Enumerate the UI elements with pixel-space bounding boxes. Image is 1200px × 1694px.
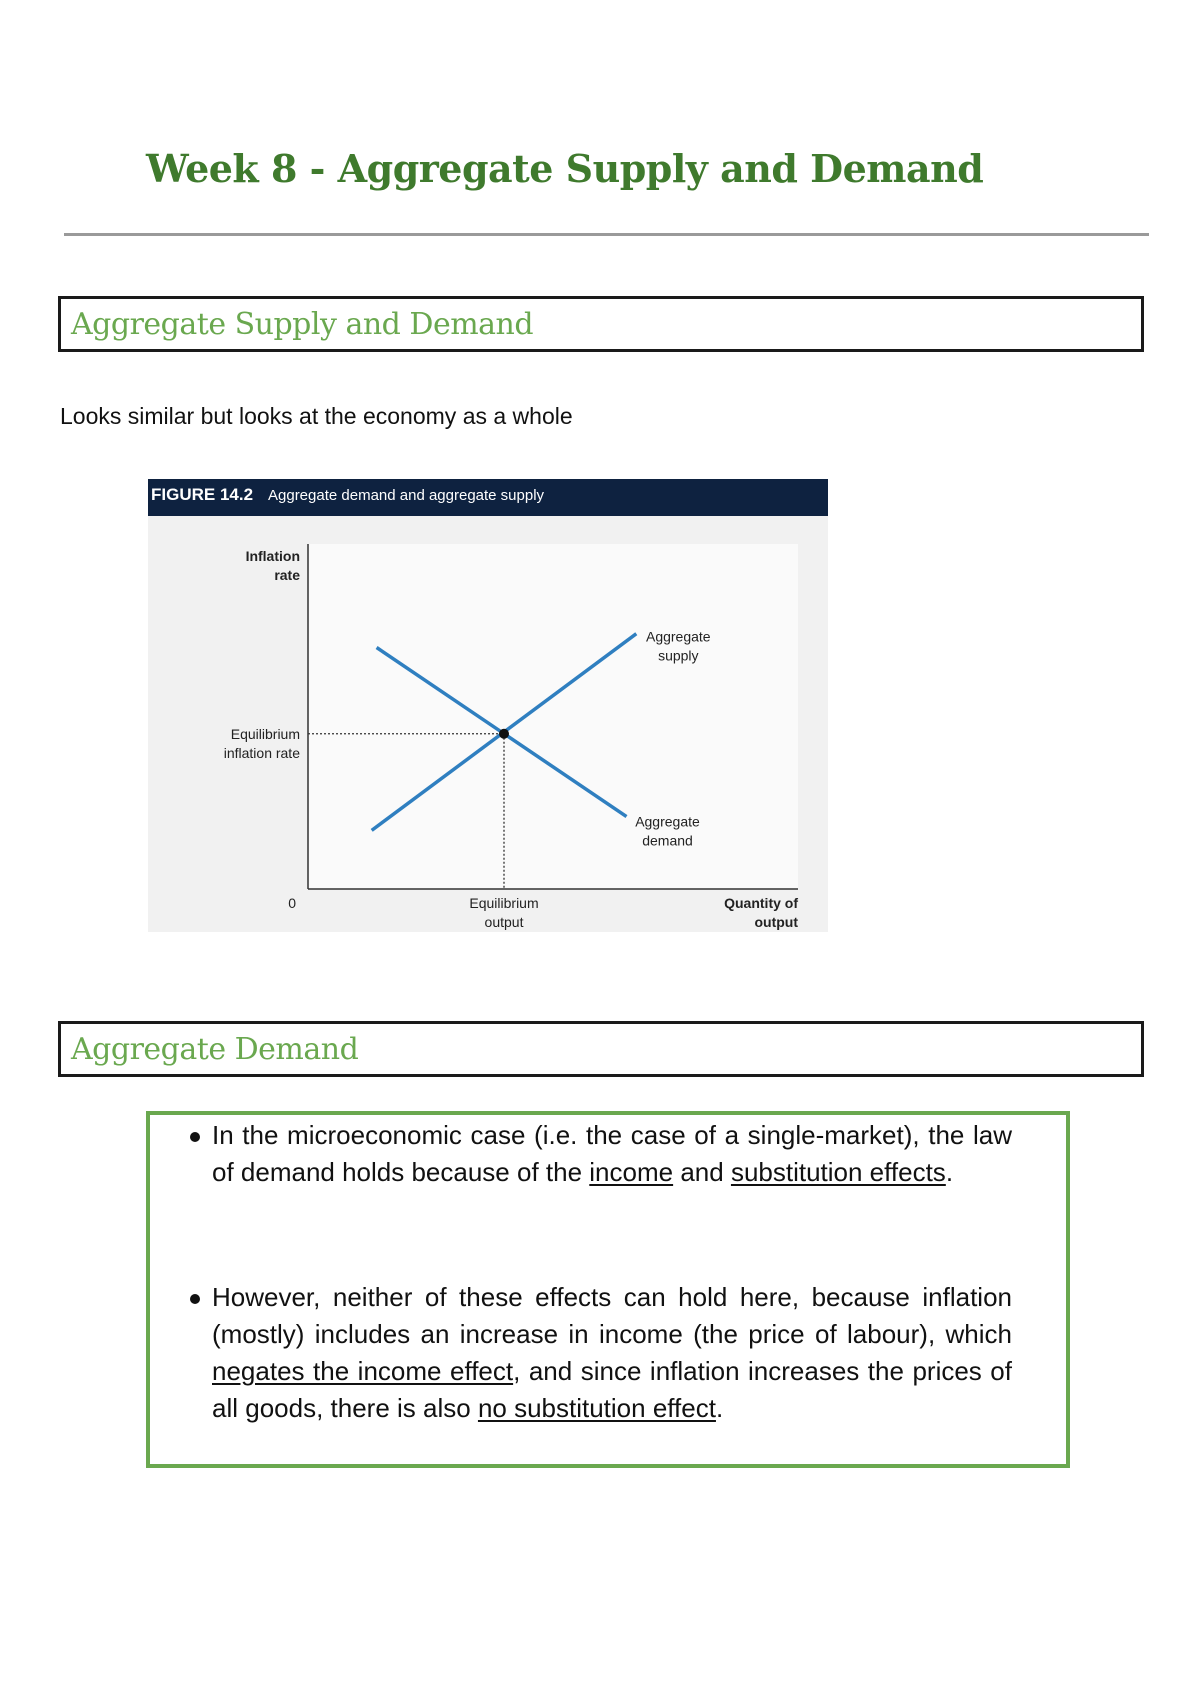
x-axis-label-line: output xyxy=(754,914,798,930)
figure-14-2 xyxy=(148,479,828,932)
figure-number: FIGURE 14.2 xyxy=(151,485,254,504)
figure-caption: Aggregate demand and aggregate supply xyxy=(268,487,545,504)
plot-area xyxy=(308,544,798,889)
section-heading: Aggregate Supply and Demand xyxy=(71,307,534,342)
y-axis-label xyxy=(246,548,301,583)
origin-label: 0 xyxy=(288,895,296,911)
y-axis-label-line: rate xyxy=(274,567,300,583)
x-axis-label-line: Quantity of xyxy=(724,895,798,911)
aggregate-demand-label-line: Aggregate xyxy=(635,813,700,830)
underlined-term: income xyxy=(589,1157,674,1187)
section-aggregate-demand xyxy=(58,1021,1144,1077)
page-title: Week 8 - Aggregate Supply and Demand xyxy=(146,146,984,191)
ad-as-chart xyxy=(148,516,828,932)
y-axis-label-line: Inflation xyxy=(245,548,300,564)
equilibrium-inflation-label xyxy=(224,726,300,761)
title-divider xyxy=(64,233,1149,236)
bullet-item xyxy=(212,1117,1012,1191)
aggregate-supply-label-line: supply xyxy=(658,647,699,664)
underlined-term: substitution effects xyxy=(730,1157,946,1187)
bullet-text: . xyxy=(715,1393,724,1423)
section-heading: Aggregate Demand xyxy=(71,1032,359,1067)
bullet-text: and xyxy=(673,1157,731,1187)
bullet-text: . xyxy=(945,1157,954,1187)
bullet-text: In the microeconomic case (i.e. the case of a single-market), the law of demand holds because of the xyxy=(212,1120,1012,1187)
underlined-term: negates the income effect xyxy=(212,1356,514,1386)
equilibrium-output-label xyxy=(469,895,538,930)
bullet-item xyxy=(212,1279,1012,1427)
intro-text: Looks similar but looks at the economy as a whole xyxy=(60,403,573,429)
bullet-text: However, neither of these effects can hold here, because inflation (mostly) includes an increase in income (the price of labour), which xyxy=(212,1282,1012,1349)
bullet-text: , and since inflation increases the prices of all goods, there is also xyxy=(212,1356,1012,1423)
x-axis-label xyxy=(724,895,798,930)
figure-header xyxy=(148,479,828,516)
equilibrium-output-label-line: Equilibrium xyxy=(469,895,539,911)
equilibrium-inflation-label-line: inflation rate xyxy=(223,744,300,761)
section-aggregate-supply-demand xyxy=(58,296,1144,352)
underlined-term: no substitution effect xyxy=(477,1393,716,1423)
equilibrium-inflation-label-line: Equilibrium xyxy=(230,725,300,742)
aggregate-demand-label-line: demand xyxy=(642,832,693,849)
equilibrium-point xyxy=(499,729,509,739)
equilibrium-output-label-line: output xyxy=(484,914,524,930)
aggregate-supply-label-line: Aggregate xyxy=(645,628,711,645)
